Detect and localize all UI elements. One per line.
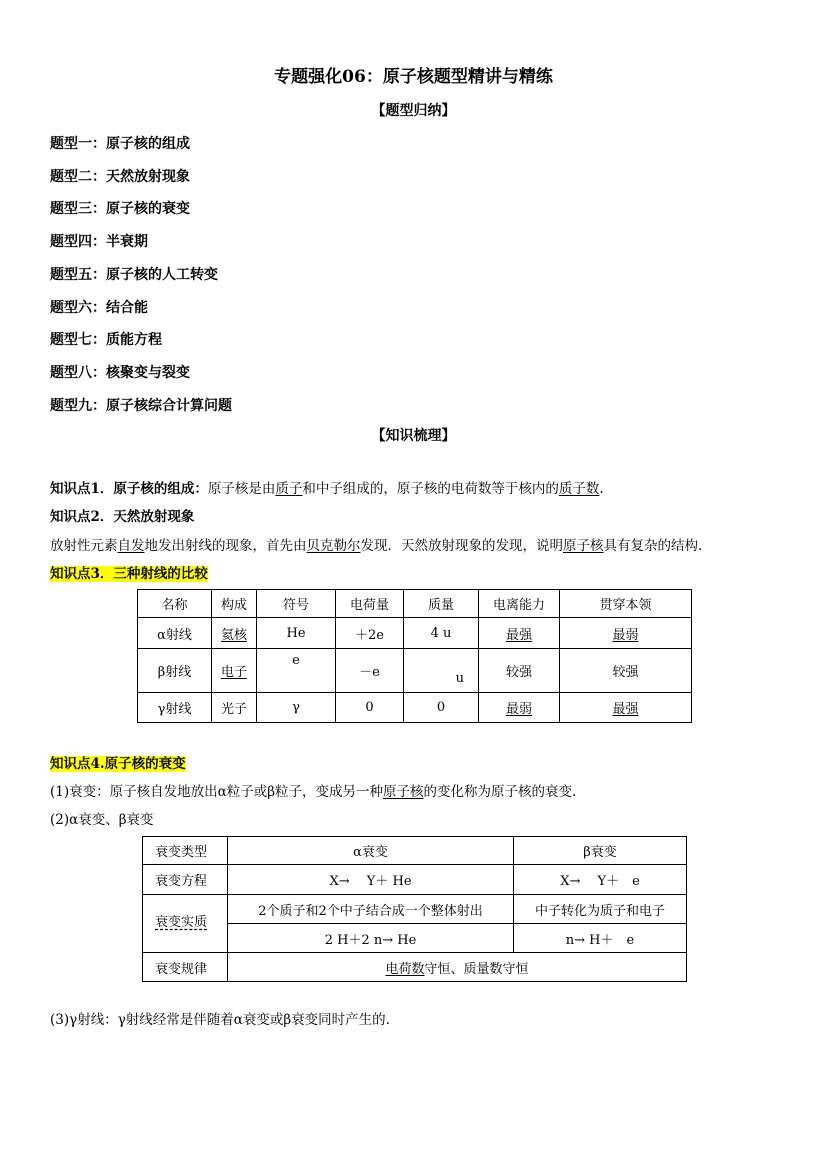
kp2-text: 地发出射线的现象，首先由 <box>144 538 307 554</box>
table-header-cell: 构成 <box>212 590 257 618</box>
knowledge-point-1 <box>50 477 604 497</box>
kp1-text: . <box>599 481 604 497</box>
table-row <box>143 953 687 982</box>
table-row <box>143 837 687 865</box>
table-cell-underline: 最强 <box>505 627 532 643</box>
type-list-item <box>50 395 232 415</box>
table-cell: 衰变类型 <box>143 837 228 865</box>
table-cell <box>479 618 560 649</box>
type-text: 结合能 <box>106 299 148 316</box>
kp4-item-1 <box>50 780 576 800</box>
knowledge-point-4-heading <box>50 752 186 772</box>
table-cell: 4 u <box>404 618 479 649</box>
type-text: 原子核的人工转变 <box>106 266 218 283</box>
table-cell: 衰变方程 <box>143 865 228 895</box>
rule-underline: 电荷数 <box>385 961 425 977</box>
kp1-underline: 质子 <box>275 481 303 497</box>
table-cell: α衰变 <box>228 837 514 865</box>
table-cell: 较强 <box>479 649 560 693</box>
type-label: 题型八： <box>50 364 106 381</box>
table-cell: β衰变 <box>514 837 687 865</box>
table-header-row <box>138 590 692 618</box>
type-list-item <box>50 297 148 317</box>
kp4-item-2: (2)α衰变、β衰变 <box>50 812 154 828</box>
table-cell <box>479 693 560 723</box>
type-label: 题型六： <box>50 299 106 316</box>
kp4-highlight: 知识点4.原子核的衰变 <box>50 756 186 772</box>
table-cell: X→ Y＋ e <box>514 865 687 895</box>
table-cell: e <box>257 649 336 693</box>
table-cell: α射线 <box>138 618 212 649</box>
kp2-text: 放射性元素 <box>50 538 118 554</box>
table-header-cell: 质量 <box>404 590 479 618</box>
table-row <box>143 865 687 895</box>
kp1-text: 和中子组成的，原子核的电荷数等于核内的 <box>302 481 559 497</box>
knowledge-point-2-text <box>50 534 702 554</box>
table-cell: γ射线 <box>138 693 212 723</box>
table-cell <box>143 895 228 953</box>
table-cell: 2个质子和2个中子结合成一个整体射出 <box>228 895 514 924</box>
type-label: 题型三： <box>50 201 106 218</box>
type-text: 半衰期 <box>106 234 148 251</box>
section-heading-knowledge: 【知识梳理】 <box>371 428 456 444</box>
table-header-cell: 名称 <box>138 590 212 618</box>
kp1-text: 原子核是由 <box>207 481 276 497</box>
table-cell-underline: 最弱 <box>612 627 639 643</box>
type-label: 题型七： <box>50 332 106 349</box>
type-list-item <box>50 264 218 284</box>
kp1-heading: 知识点1．原子核的组成： <box>50 481 208 497</box>
type-label: 题型五： <box>50 266 106 283</box>
type-list-item <box>50 198 190 218</box>
table-row <box>138 693 692 723</box>
table-header-cell: 符号 <box>257 590 336 618</box>
table-cell <box>560 693 692 723</box>
type-list-item <box>50 166 190 186</box>
type-label: 题型九： <box>50 397 106 414</box>
table-header-cell: 电离能力 <box>479 590 560 618</box>
table-cell-underline: 最强 <box>612 702 639 717</box>
type-list-item <box>50 133 190 153</box>
table-cell: 光子 <box>212 693 257 723</box>
type-label: 题型二： <box>50 168 106 185</box>
table-cell: 较强 <box>560 649 692 693</box>
page-title: 专题强化06：原子核题型精讲与精练 <box>274 67 553 87</box>
table-cell <box>228 953 687 982</box>
table-cell-underline: 最弱 <box>505 702 532 717</box>
table-cell: 中子转化为质子和电子 <box>514 895 687 924</box>
kp3-highlight: 知识点3．三种射线的比较 <box>50 566 208 582</box>
kp4-item-3: (3)γ射线：γ射线经常是伴随着α衰变或β衰变同时产生的. <box>50 1012 390 1028</box>
table-cell-underline: 氦核 <box>220 627 247 643</box>
table-cell: 0 <box>404 693 479 723</box>
table-row <box>143 895 687 924</box>
kp2-underline: 贝克勒尔 <box>306 538 361 554</box>
kp4-text: 的变化称为原子核的衰变. <box>423 784 577 800</box>
type-text: 原子核的衰变 <box>106 201 190 218</box>
table-header-cell: 电荷量 <box>336 590 404 618</box>
table-cell: 2 H＋2 n→ He <box>228 924 514 953</box>
kp2-underline: 原子核 <box>563 538 604 554</box>
type-label: 题型四： <box>50 234 106 251</box>
table-cell: β射线 <box>138 649 212 693</box>
type-text: 核聚变与裂变 <box>106 364 190 381</box>
type-list-item <box>50 231 148 251</box>
table-cell: 衰变规律 <box>143 953 228 982</box>
type-text: 质能方程 <box>106 332 162 349</box>
rule-text: 守恒、质量数守恒 <box>424 961 529 977</box>
decay-table <box>142 836 687 982</box>
type-list-item <box>50 329 162 349</box>
table-row <box>138 618 692 649</box>
table-cell: X→ Y＋ He <box>228 865 514 895</box>
table-cell-underline: 电子 <box>220 665 247 680</box>
table-cell: γ <box>257 693 336 723</box>
type-list-item <box>50 362 190 382</box>
type-text: 原子核综合计算问题 <box>106 397 232 414</box>
table-cell: u <box>404 649 479 693</box>
essence-label: 衰变实质 <box>155 915 208 930</box>
table-cell: n→ H＋ e <box>514 924 687 953</box>
table-cell: He <box>257 618 336 649</box>
knowledge-point-3-heading <box>50 562 208 582</box>
type-text: 天然放射现象 <box>106 168 190 185</box>
table-cell: ＋2e <box>336 618 404 649</box>
table-cell: 0 <box>336 693 404 723</box>
table-cell <box>212 618 257 649</box>
kp4-text: (1)衰变：原子核自发地放出α粒子或β粒子，变成另一种 <box>50 784 384 800</box>
knowledge-point-2-heading: 知识点2．天然放射现象 <box>50 509 195 525</box>
kp4-underline: 原子核 <box>383 784 424 800</box>
kp2-text: 发现．天然放射现象的发现，说明 <box>360 538 563 554</box>
table-cell <box>212 649 257 693</box>
table-row <box>138 649 692 693</box>
radiation-comparison-table <box>137 589 692 723</box>
table-header-cell: 贯穿本领 <box>560 590 692 618</box>
section-heading-types: 【题型归纳】 <box>371 103 456 119</box>
table-cell <box>560 618 692 649</box>
kp1-underline: 质子数 <box>558 481 600 497</box>
table-cell: －e <box>336 649 404 693</box>
kp2-underline: 自发 <box>117 538 145 554</box>
type-text: 原子核的组成 <box>106 136 190 152</box>
kp2-text: 具有复杂的结构. <box>603 538 703 554</box>
type-label: 题型一： <box>50 136 106 152</box>
